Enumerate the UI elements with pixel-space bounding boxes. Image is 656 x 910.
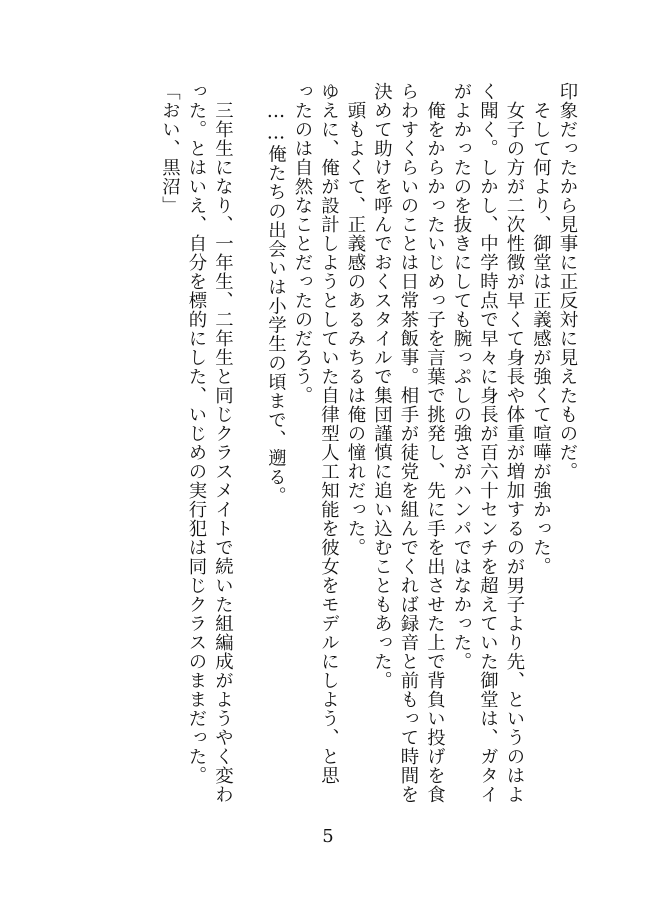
text-line: 俺をからかったいじめっ子を言葉で挑発し、先に手を出させた上で背負い投げを食 (424, 82, 446, 804)
body-text (156, 82, 580, 804)
text-line: ……俺たちの出会いは小学生の頃まで、遡る。 (265, 82, 287, 506)
blank-line (236, 82, 263, 788)
text-line: そして何より、御堂は正義感が強くて喧嘩が強かった。 (530, 82, 552, 576)
text-line: 決めて助けを呼んでおくスタイルで集団謹慎に追い込むこともあった。 (371, 82, 393, 690)
text-line: ったのは自然なことだったのだろう。 (292, 82, 313, 405)
text-line: らわすくらいのことは日常茶飯事。相手が徒党を組んでくれば録音と前もって時間を (398, 82, 419, 804)
text-line: 「おい、黒沼」 (159, 82, 181, 215)
text-line: く聞く。しかし、中学時点で早々に身長が百六十センチを超えていた御堂は、ガタイ (477, 82, 499, 804)
text-line: った。とはいえ、自分を標的にした、いじめの実行犯は同じクラスのままだった。 (186, 82, 207, 785)
text-line: 印象だったから見事に正反対に見えたものだ。 (557, 82, 578, 481)
text-line: ゆえに、俺が設計しようとしていた自律型人工知能を彼女をモデルにしよう、と思 (318, 82, 340, 785)
text-line: 女子の方が二次性徴が早くて身長や体重が増加するのが男子より先、というのはよ (504, 82, 525, 804)
page-number: 5 (322, 826, 334, 847)
text-line: がよかったのを抜きにしても腕っぷしの強さがハンパではなかった。 (451, 82, 472, 671)
text-line: 頭もよくて、正義感のあるみちるは俺の憧れだった。 (345, 82, 366, 557)
text-line: 三年生になり、一年生、二年生と同じクラスメイトで続いた組編成がようやく変わ (212, 82, 234, 804)
